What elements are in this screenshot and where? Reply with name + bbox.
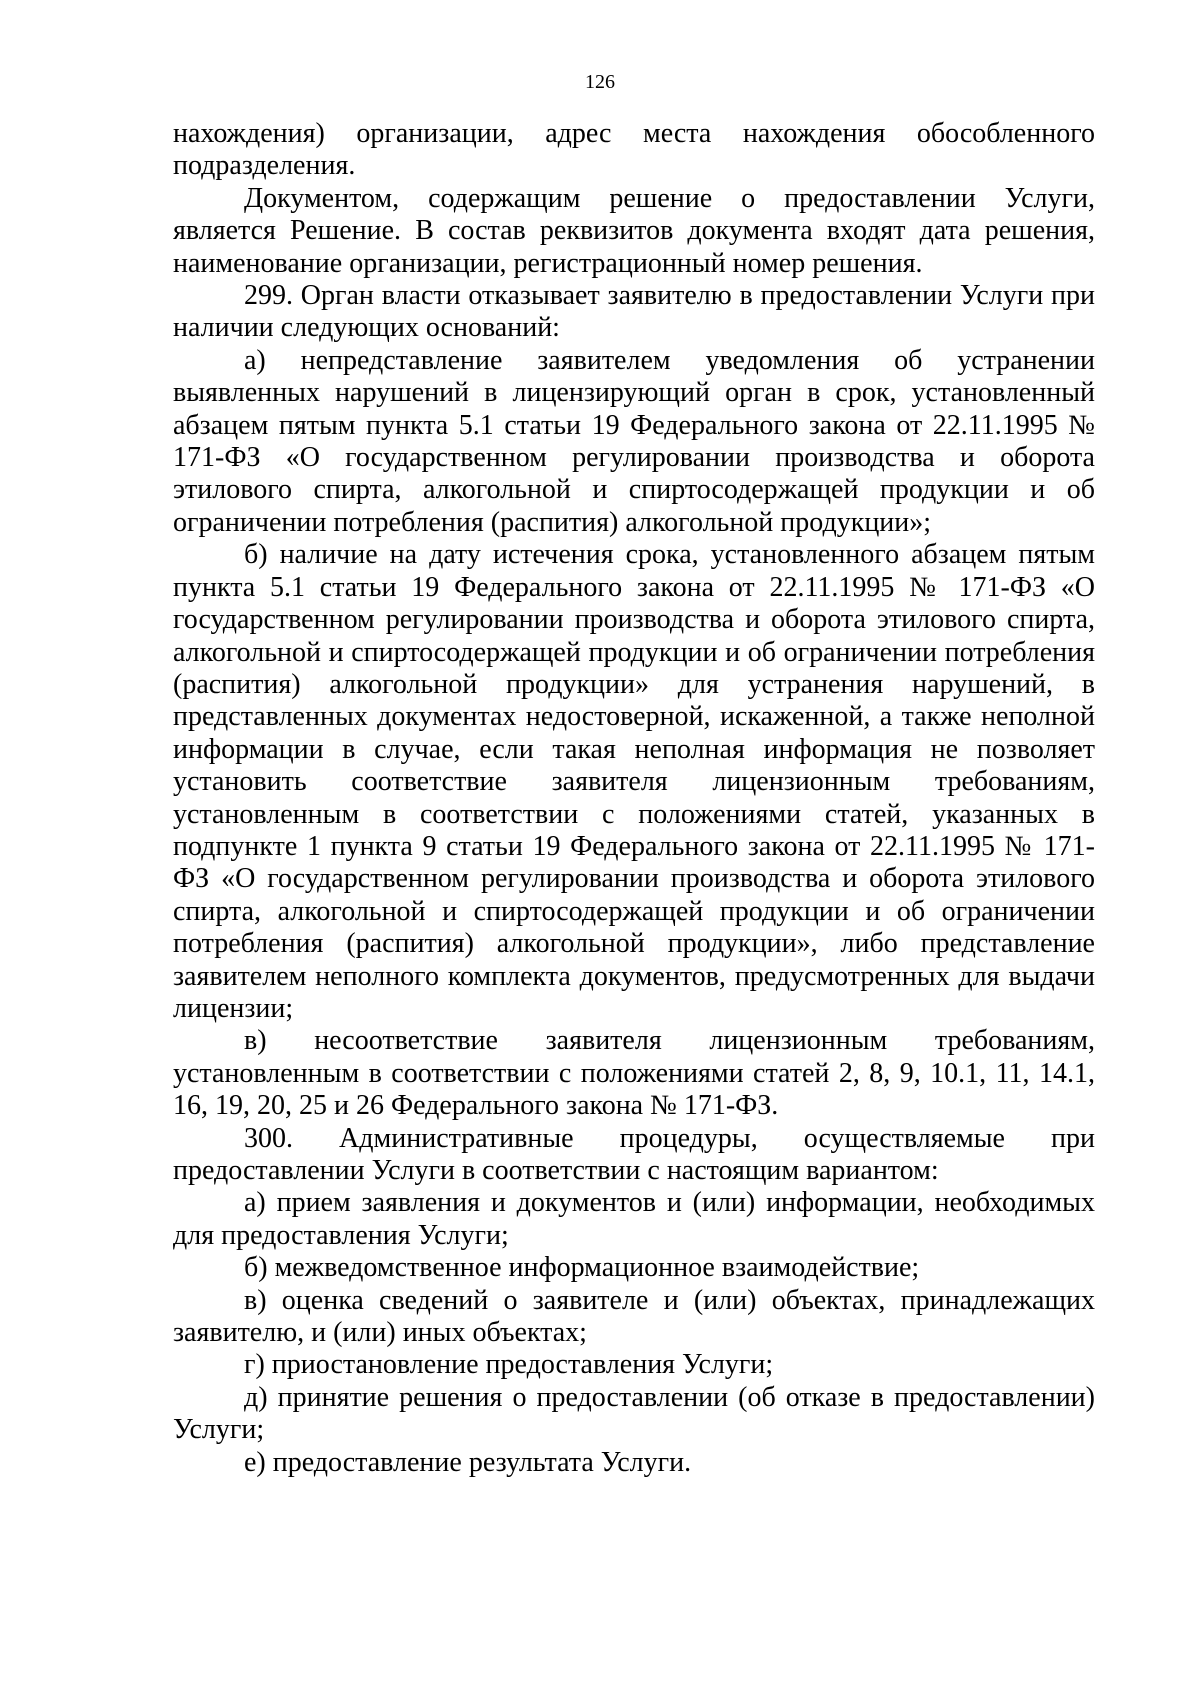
- document-body: [173, 118, 1095, 1479]
- list-item-300-v: в) оценка сведений о заявителе и (или) объектах, принадлежащих заявителю, и (или) иных объектах;: [173, 1284, 1095, 1349]
- list-item-299-v: в) несоответствие заявителя лицензионным требованиям, установленным в соответствии с положениями статей 2, 8, 9, 10.1, 11, 14.1, 16, 19, 20, 25 и 26 Федерального закона № 171-ФЗ.: [173, 1025, 1095, 1122]
- list-item-299-a: а) непредставление заявителем уведомления об устранении выявленных нарушений в лицензирующий орган в срок, установленный абзацем пятым пункта 5.1 статьи 19 Федерального закона от 22.11.1995 № 171-ФЗ «О государственном регулировании производства и оборота этилового спирта, алкогольной и спиртосодержащей продукции и об ограничении потребления (распития) алкогольной продукции»;: [173, 344, 1095, 538]
- list-item-300-g: г) приостановление предоставления Услуги;: [244, 1349, 774, 1381]
- list-item-300-d: д) принятие решения о предоставлении (об отказе в предоставлении) Услуги;: [173, 1381, 1095, 1446]
- list-item-300-b: б) межведомственное информационное взаимодействие;: [244, 1252, 920, 1284]
- paragraph-decision-document: Документом, содержащим решение о предоставлении Услуги, является Решение. В состав реквизитов документа входят дата решения, наименование организации, регистрационный номер решения.: [173, 182, 1095, 279]
- paragraph-300-procedures: 300. Административные процедуры, осуществляемые при предоставлении Услуги в соответствии с настоящим вариантом:: [173, 1122, 1095, 1186]
- paragraph-continuation: нахождения) организации, адрес места нахождения обособленного подразделения.: [173, 118, 1095, 182]
- list-item-299-b: б) наличие на дату истечения срока, установленного абзацем пятым пункта 5.1 статьи 19 Федерального закона от 22.11.1995 № 171-ФЗ «О государственном регулировании производства и оборота этилового спирта, алкогольной и спиртосодержащей продукции и об ограничении потребления (распития) алкогольной продукции» для устранения нарушений, в представленных документах недостоверной, искаженной, а также неполной информации в случае, если такая неполная информация не позволяет установить соответствие заявителя лицензионным требованиям, установленным в соответствии с положениями статей, указанных в подпункте 1 пункта 9 статьи 19 Федерального закона от 22.11.1995 № 171-ФЗ «О государственном регулировании производства и оборота этилового спирта, алкогольной и спиртосодержащей продукции и об ограничении потребления (распития) алкогольной продукции», либо представление заявителем неполного комплекта документов, предусмотренных для выдачи лицензии;: [173, 539, 1095, 1024]
- page-number: 126: [585, 71, 615, 93]
- list-item-300-e: е) предоставление результата Услуги.: [244, 1446, 692, 1478]
- paragraph-299-refusal-grounds: 299. Орган власти отказывает заявителю в предоставлении Услуги при наличии следующих оснований:: [173, 280, 1095, 344]
- list-item-300-a: а) прием заявления и документов и (или) информации, необходимых для предоставления Услуги;: [173, 1187, 1095, 1251]
